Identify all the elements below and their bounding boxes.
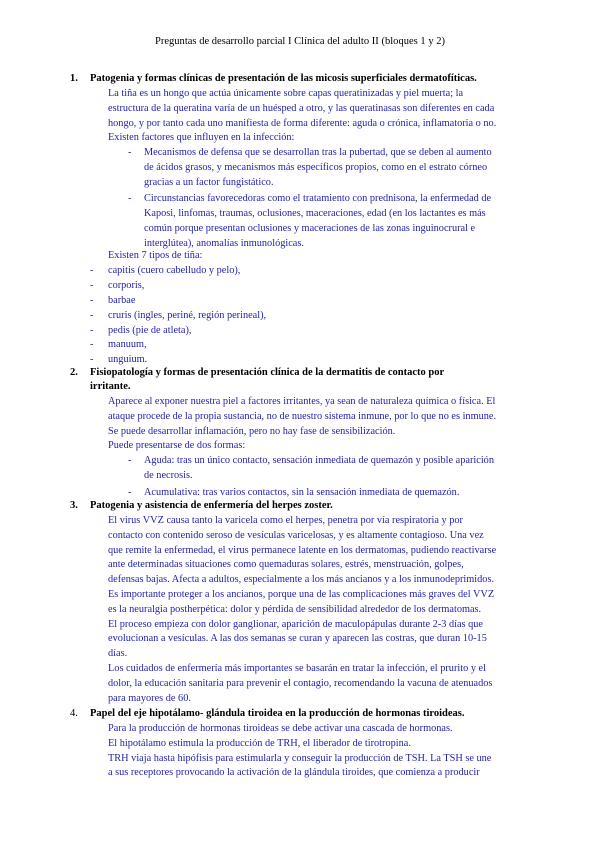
paragraph-line: dolor, la educación sanitaria para prevenir el contagio, recomendando la vacuna de atenuados [108,677,493,689]
paragraph-line: Puede presentarse de dos formas: [108,440,246,452]
list-item-text: barbae [108,294,136,306]
question-4-title: Papel del eje hipotálamo- glándula tiroidea en la producción de hormonas tiroideas. [90,708,465,719]
list-dash: - [90,294,94,306]
paragraph-line: estructura de la queratina varía de un huésped a otro, y las queratinasas son diferentes en cada [108,102,495,114]
paragraph-line: Aparece al exponer nuestra piel a factores irritantes, ya sean de naturaleza química o física. El [108,396,496,407]
list-dash: - [90,309,94,321]
paragraph-line: La tiña es un hongo que actúa únicamente sobre capas queratinizadas y piel muerta; la [108,88,464,99]
paragraph-line: Existen factores que influyen en la infección: [108,132,295,144]
paragraph-line: El proceso empieza con dolor ganglionar, aparición de maculopápulas durante 2-3 días que [108,618,484,630]
list-dash: - [90,265,94,276]
question-1-sublist [128,146,534,252]
question-2-title: Fisiopatología y formas de presentación clínica de la dermatitis de contacto por [90,367,445,378]
question-1-title: Patogenia y formas clínicas de presentación de las micosis superficiales dermatofíticas. [90,73,477,84]
paragraph-line: es la neuralgia postherpética: dolor y pérdida de sensibilidad alrededor de los dermatomas. [108,603,482,615]
list-item-text: manuum, [108,339,147,351]
paragraph-line: Se puede desarrollar inflamación, pero no hay fase de sensibilización. [108,425,396,437]
question-1-number: 1. [70,73,78,84]
list-item-text: pedis (pie de atleta), [108,324,192,336]
question-2-sublist [128,454,534,500]
question-2-title-cont: irritante. [90,381,131,392]
list-dash: - [90,279,94,291]
question-4-body [108,722,538,781]
question-1-body [108,87,538,146]
paragraph-line: ataque procede de la propia sustancia, no de nuestro sistema inmune, por lo que no es inmune. [108,410,497,422]
list-item-line: de necrosis. [144,469,193,481]
list-item-text: cruris (ingles, periné, región perineal), [108,309,267,321]
list-dash: - [128,455,132,466]
paragraph-line: El virus VVZ causa tanto la varicela como el herpes, penetra por vía respiratoria y por [108,515,463,526]
question-2-heading [70,366,445,394]
list-item-line: de ácidos grasos, y mecanismos más específicos propios, como en el estrato córneo [144,161,488,173]
list-item-line: Circunstancias favorecedoras como el tratamiento con prednisona, la enfermedad de [144,193,492,205]
list-item-line: Aguda: tras un único contacto, sensación inmediata de quemazón y posible aparición [144,455,494,466]
list-dash: - [128,486,132,498]
paragraph-line: para mayores de 60. [108,692,191,704]
list-dash: - [128,147,132,158]
list-item-line: común porque presentan oclusiones y maceraciones de las zonas inguinocrural e [144,222,476,234]
paragraph-line: Para la producción de hormonas tiroideas se debe activar una cascada de hormonas. [108,723,453,734]
list-item-line: Kaposi, linfomas, traumas, oclusiones, maceraciones, edad (en los lactantes es más [144,208,486,220]
paragraph-line: El hipotálamo estimula la producción de TRH, el liberador de tirotropina. [108,737,411,749]
question-3-heading [70,499,333,513]
paragraph-line: que remite la enfermedad, el virus permanece latente en los dermatomas, pudiendo reactivarse [108,544,497,556]
paragraph-line: a sus receptores provocando la activación de la glándula tiroides, que comienza a producir [108,767,480,779]
question-3-body-2 [108,662,538,706]
question-3-title: Patogenia y asistencia de enfermería del herpes zoster. [90,500,333,511]
list-item-line: interglútea), anomalías inmunológicas. [144,237,304,249]
list-item [128,454,534,484]
question-2-number: 2. [70,367,78,378]
paragraph-line: días. [108,648,128,660]
paragraph-line: defensas bajas. Afecta a adultos, especialmente a los más ancianos y a los inmunodeprimidos. [108,574,495,586]
list-dash: - [90,354,94,366]
question-4-heading [70,707,465,721]
paragraph-line: Los cuidados de enfermería más importantes se basarán en tratar la infección, el prurito y el [108,663,486,674]
list-item-text: corporis, [108,279,145,291]
question-4-number: 4. [70,708,78,719]
list-dash: - [90,339,94,351]
question-3-number: 3. [70,500,78,511]
paragraph-line: hongo, y por tanto cada uno manifiesta de forma diferente: aguda o crónica, inflamatoria o no. [108,117,497,129]
paragraph-line: TRH viaja hasta hipófisis para estimularla y conseguir la producción de TSH. La TSH se une [108,752,492,764]
paragraph-line: Existen 7 tipos de tiña: [108,250,203,261]
list-item-text: unguium. [108,354,148,366]
list-item-line: gracias a un factor fungistático. [144,176,274,188]
paragraph-line: evolucionan a vesículas. A las dos semanas se curan y aparecen las costras, que duran 10-15 [108,633,487,645]
page-title: Preguntas de desarrollo parcial I Clínica del adulto II (bloques 1 y 2) [154,36,446,47]
question-2-body [108,395,538,454]
list-item [128,192,534,251]
list-item [128,146,534,190]
question-3-body [108,514,538,662]
question-1-heading [70,72,477,86]
list-dash: - [128,193,132,205]
list-item-line: Mecanismos de defensa que se desarrollan tras la pubertad, que se deben al aumento [144,147,492,158]
paragraph-line: ante determinadas situaciones como quemaduras solares, estrés, menstruación, golpes, [108,559,464,571]
list-dash: - [90,324,94,336]
tinea-types-intro [108,249,538,264]
list-item-line: Acumulativa: tras varios contactos, sin la sensación inmediata de quemazón. [144,486,460,498]
list-item-text: capitis (cuero cabelludo y pelo), [108,265,241,276]
paragraph-line: Es importante proteger a los ancianos, porque una de las complicaciones más graves del VVZ [108,588,495,600]
paragraph-line: contacto con contenido seroso de vesículas varicelosas, y es altamente contagioso. Una vez [108,529,484,541]
